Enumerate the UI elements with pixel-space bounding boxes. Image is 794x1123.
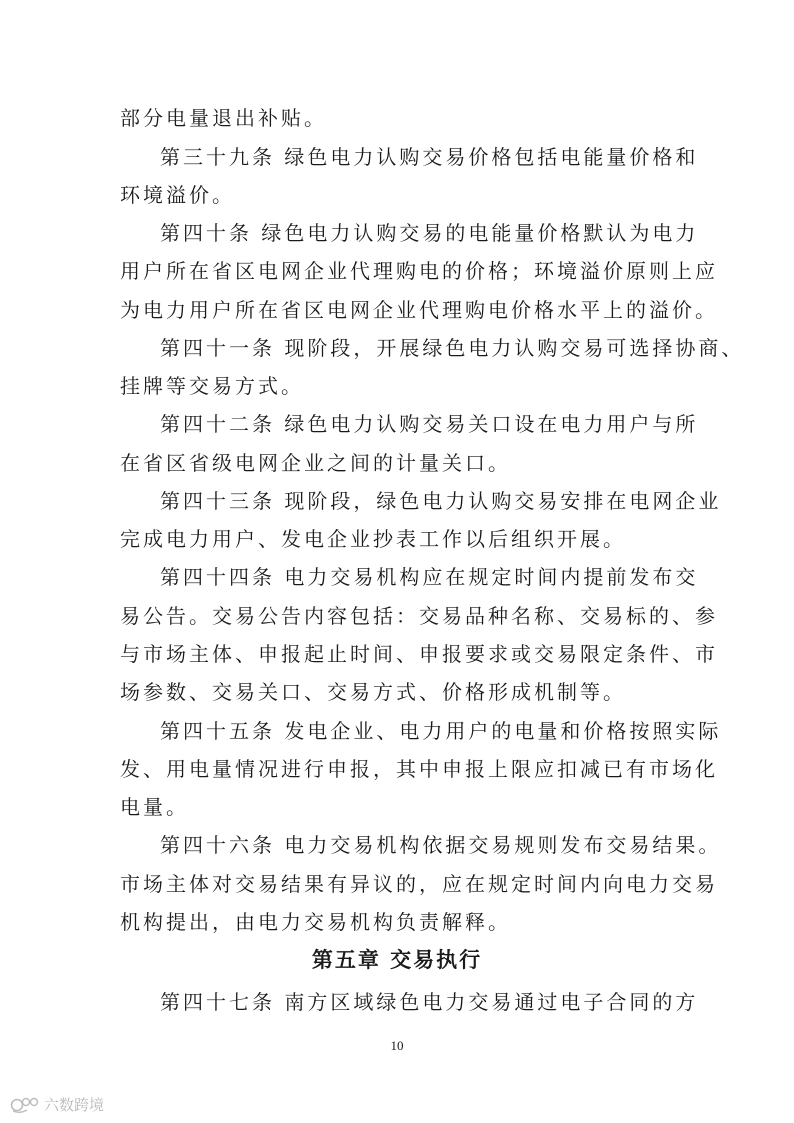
text-line: 第四十条 绿色电力认购交易的电能量价格默认为电力 xyxy=(160,221,699,245)
text-line: 机构提出，由电力交易机构负责解释。 xyxy=(120,910,511,934)
text-line: 与市场主体、申报起止时间、申报要求或交易限定条件、市 xyxy=(120,642,718,666)
logo-icon xyxy=(10,1095,40,1115)
text-line: 第四十一条 现阶段，开展绿色电力认购交易可选择协商、 xyxy=(160,336,745,360)
text-line: 发、用电量情况进行申报，其中申报上限应扣减已有市场化 xyxy=(120,757,718,781)
text-line: 为电力用户所在省区电网企业代理购电价格水平上的溢价。 xyxy=(120,298,718,322)
text-line: 第四十二条 绿色电力认购交易关口设在电力用户与所 xyxy=(160,412,699,436)
text-line: 易公告。交易公告内容包括：交易品种名称、交易标的、参 xyxy=(120,604,718,628)
text-line: 用户所在省区电网企业代理购电的价格；环境溢价原则上应 xyxy=(120,259,718,283)
text-line: 部分电量退出补贴。 xyxy=(120,106,327,130)
text-line: 第四十七条 南方区域绿色电力交易通过电子合同的方 xyxy=(160,990,699,1014)
text-line: 第四十五条 发电企业、电力用户的电量和价格按照实际 xyxy=(160,719,722,743)
text-line: 第四十四条 电力交易机构应在规定时间内提前发布交 xyxy=(160,565,699,589)
text-line: 第四十三条 现阶段，绿色电力认购交易安排在电网企业 xyxy=(160,489,722,513)
watermark xyxy=(10,1094,104,1115)
text-line: 完成电力用户、发电企业抄表工作以后组织开展。 xyxy=(120,527,626,551)
chapter-heading: 第五章 交易执行 xyxy=(311,948,483,972)
text-line: 在省区省级电网企业之间的计量关口。 xyxy=(120,451,511,475)
text-line: 挂牌等交易方式。 xyxy=(120,374,304,398)
page-number: 10 xyxy=(390,1038,404,1053)
text-line: 场参数、交易关口、交易方式、价格形成机制等。 xyxy=(120,680,626,704)
watermark-text: 六数跨境 xyxy=(44,1096,105,1114)
text-line: 环境溢价。 xyxy=(120,183,235,207)
text-line: 第四十六条 电力交易机构依据交易规则发布交易结果。 xyxy=(160,833,722,857)
text-line: 市场主体对交易结果有异议的，应在规定时间内向电力交易 xyxy=(120,872,718,896)
text-line: 第三十九条 绿色电力认购交易价格包括电能量价格和 xyxy=(160,145,699,169)
text-line: 电量。 xyxy=(120,795,189,819)
